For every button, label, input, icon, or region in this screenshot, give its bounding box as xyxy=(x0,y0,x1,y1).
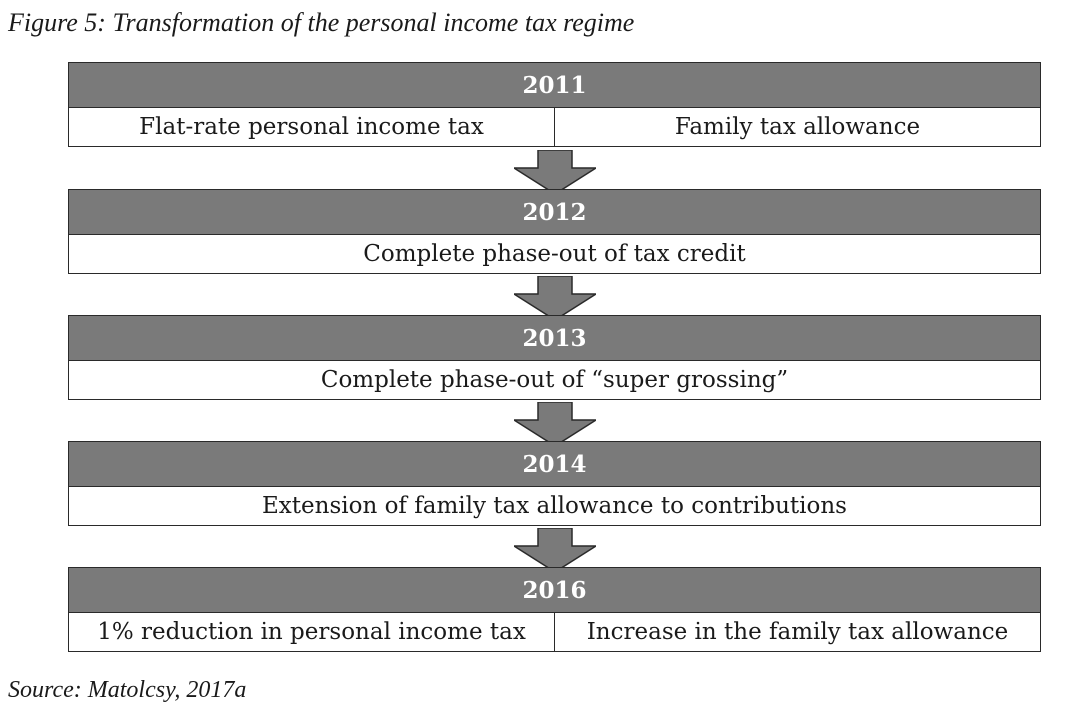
year-header: 2011 xyxy=(69,63,1040,108)
figure-caption: Figure 5: Transformation of the personal income tax regime xyxy=(8,8,635,37)
stage-2011 xyxy=(68,62,1041,147)
year-header: 2012 xyxy=(69,190,1040,235)
stage-item: Flat-rate personal income tax xyxy=(69,108,555,146)
stage-row xyxy=(69,487,1040,525)
figure-source: Source: Matolcsy, 2017a xyxy=(8,677,247,703)
stage-2016 xyxy=(68,567,1041,652)
stage-2013 xyxy=(68,315,1041,400)
stage-2014 xyxy=(68,441,1041,526)
stage-row xyxy=(69,235,1040,273)
down-arrow-icon xyxy=(514,528,596,572)
stage-row xyxy=(69,613,1040,651)
stage-item: 1% reduction in personal income tax xyxy=(69,613,555,651)
down-arrow-icon xyxy=(514,150,596,194)
stage-row xyxy=(69,361,1040,399)
year-header: 2013 xyxy=(69,316,1040,361)
stage-2012 xyxy=(68,189,1041,274)
stage-item: Increase in the family tax allowance xyxy=(586,619,1009,645)
year-header: 2014 xyxy=(69,442,1040,487)
down-arrow-icon xyxy=(514,276,596,320)
down-arrow-icon xyxy=(514,402,596,446)
stage-item: Complete phase-out of “super grossing” xyxy=(320,367,789,393)
stage-item: Family tax allowance xyxy=(674,114,921,140)
stage-row xyxy=(69,108,1040,146)
stage-item: Extension of family tax allowance to contributions xyxy=(262,493,847,519)
year-header: 2016 xyxy=(69,568,1040,613)
stage-item: Complete phase-out of tax credit xyxy=(363,241,746,267)
